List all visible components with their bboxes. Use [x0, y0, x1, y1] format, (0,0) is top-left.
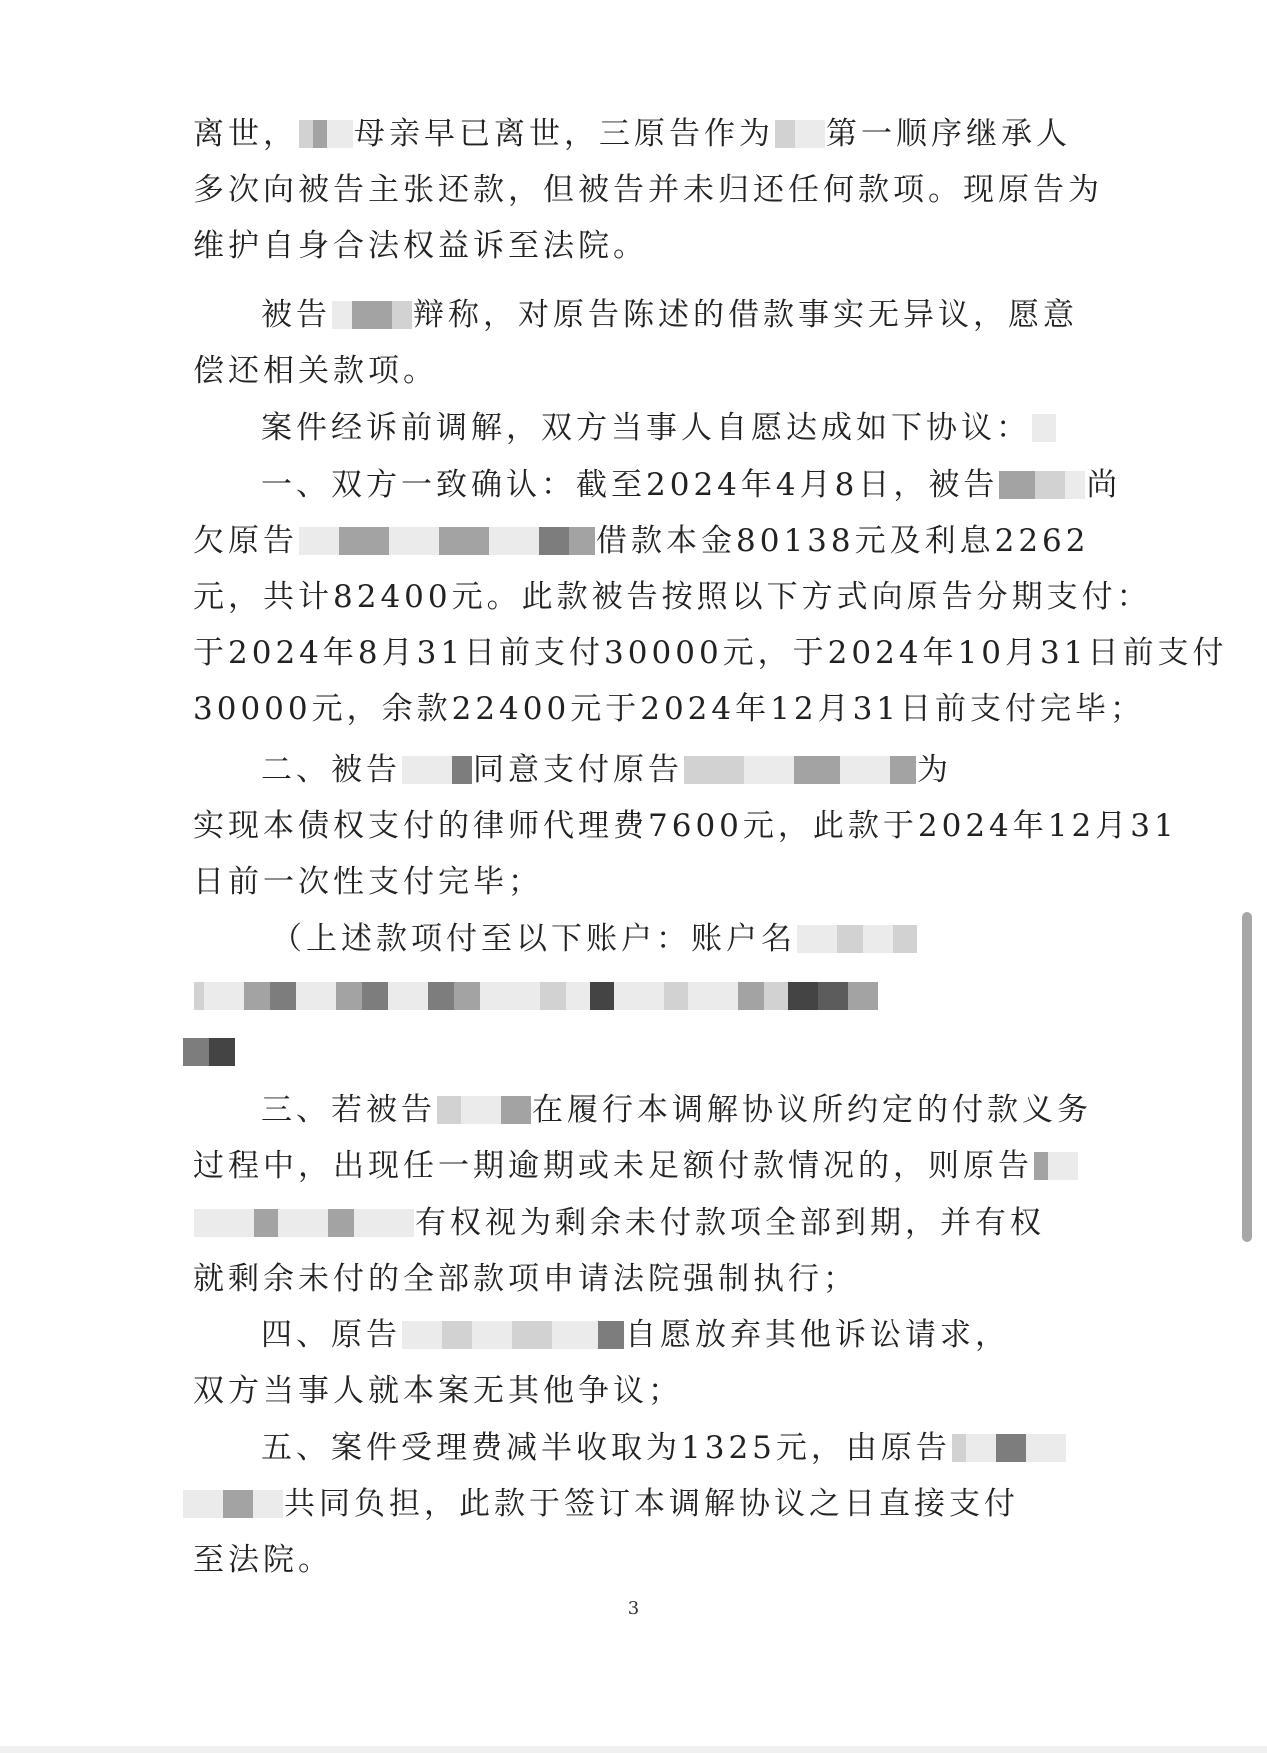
redaction-block — [194, 1209, 414, 1237]
text-line-11 — [193, 679, 1146, 735]
text-fragment: 维护自身合法权益诉至法院。 — [193, 227, 648, 264]
text-line-13 — [193, 796, 1178, 852]
text-fragment: 元，共计82400元。此款被告按照以下方式向原告分期支付： — [193, 578, 1152, 615]
redacted-account-line-2 — [182, 1022, 262, 1078]
text-fragment: 一、双方一致确认：截至2024年4月8日，被告 — [261, 466, 999, 503]
text-fragment: 同意支付原告 — [473, 751, 683, 788]
text-line-24 — [261, 1418, 1073, 1474]
redaction-block — [797, 925, 917, 953]
redaction-block — [1032, 414, 1056, 442]
text-line-19 — [193, 1136, 1073, 1192]
text-line-2 — [193, 160, 1103, 216]
text-fragment: 于2024年8月31日前支付30000元，于2024年10月31日前支付 — [193, 634, 1228, 671]
text-line-23 — [193, 1361, 1073, 1417]
text-fragment: 五、案件受理费减半收取为1325元，由原告 — [261, 1429, 951, 1466]
text-fragment: 二、被告 — [261, 751, 401, 788]
redaction-block — [299, 120, 353, 148]
text-fragment: 多次向被告主张还款，但被告并未归还任何款项。现原告为 — [193, 171, 1103, 208]
redaction-block — [775, 120, 825, 148]
text-line-20 — [193, 1193, 1073, 1249]
text-fragment: 偿还相关款项。 — [193, 352, 438, 389]
text-fragment: 至法院。 — [193, 1541, 333, 1578]
text-fragment: 双方当事人就本案无其他争议； — [193, 1372, 683, 1409]
redaction-block — [332, 301, 412, 329]
redaction-block — [999, 471, 1085, 499]
text-fragment: 被告 — [261, 296, 331, 333]
text-line-26 — [193, 1530, 1073, 1586]
text-fragment: 辩称，对原告陈述的借款事实无异议，愿意 — [413, 296, 1078, 333]
text-fragment: 实现本债权支付的律师代理费7600元，此款于2024年12月31 — [193, 807, 1178, 844]
text-fragment: 日前一次性支付完毕； — [193, 863, 543, 900]
vertical-scrollbar[interactable] — [1242, 912, 1252, 1242]
text-fragment: 案件经诉前调解，双方当事人自愿达成如下协议： — [261, 409, 1031, 446]
bottom-edge — [0, 1746, 1267, 1753]
text-line-18 — [261, 1080, 1092, 1136]
text-line-12 — [261, 740, 1073, 796]
redaction-block — [952, 1434, 1066, 1462]
redaction-block — [1034, 1152, 1078, 1180]
text-line-15 — [271, 909, 1073, 965]
text-line-10 — [193, 623, 1228, 679]
text-line-1 — [193, 104, 1073, 160]
text-fragment: 共同负担，此款于签订本调解协议之日直接支付 — [284, 1485, 1019, 1522]
text-fragment: 过程中，出现任一期逾期或未足额付款情况的，则原告 — [193, 1147, 1033, 1184]
text-line-3 — [193, 216, 1073, 272]
text-line-6 — [261, 398, 1073, 454]
redaction-block — [183, 1038, 235, 1066]
redacted-account-line — [193, 966, 1073, 1022]
text-fragment: 有权视为剩余未付款项全部到期，并有权 — [415, 1204, 1045, 1241]
text-fragment: 四、原告 — [261, 1316, 401, 1353]
redaction-block — [299, 527, 595, 555]
text-fragment: 借款本金80138元及利息2262 — [596, 522, 1090, 559]
text-line-22 — [261, 1305, 1073, 1361]
text-fragment: （上述款项付至以下账户：账户名 — [271, 920, 796, 957]
redaction-block — [194, 982, 878, 1010]
text-line-8 — [193, 511, 1090, 567]
text-fragment: 在履行本调解协议所约定的付款义务 — [532, 1091, 1092, 1128]
text-line-5 — [193, 341, 1073, 397]
text-line-9 — [193, 567, 1152, 623]
redaction-block — [402, 1321, 624, 1349]
text-fragment: 欠原告 — [193, 522, 298, 559]
page-number: 3 — [627, 1598, 640, 1619]
text-fragment: 就剩余未付的全部款项申请法院强制执行； — [193, 1260, 858, 1297]
text-fragment: 自愿放弃其他诉讼请求， — [625, 1316, 1010, 1353]
redaction-block — [402, 756, 472, 784]
text-fragment: 为 — [917, 751, 952, 788]
text-line-21 — [193, 1249, 1073, 1305]
text-line-14 — [193, 852, 1073, 908]
text-fragment: 母亲早已离世，三原告作为 — [354, 115, 774, 152]
text-line-4 — [261, 285, 1078, 341]
redaction-block — [684, 756, 916, 784]
text-fragment: 离世， — [193, 115, 298, 152]
text-line-7 — [261, 455, 1122, 511]
text-fragment: 尚 — [1086, 466, 1122, 503]
text-fragment: 三、若被告 — [261, 1091, 436, 1128]
redaction-block — [437, 1096, 531, 1124]
text-line-25 — [182, 1474, 1073, 1530]
redaction-block — [183, 1490, 283, 1518]
text-fragment: 第一顺序继承人 — [826, 115, 1071, 152]
text-fragment: 30000元，余款22400元于2024年12月31日前支付完毕； — [193, 690, 1146, 727]
